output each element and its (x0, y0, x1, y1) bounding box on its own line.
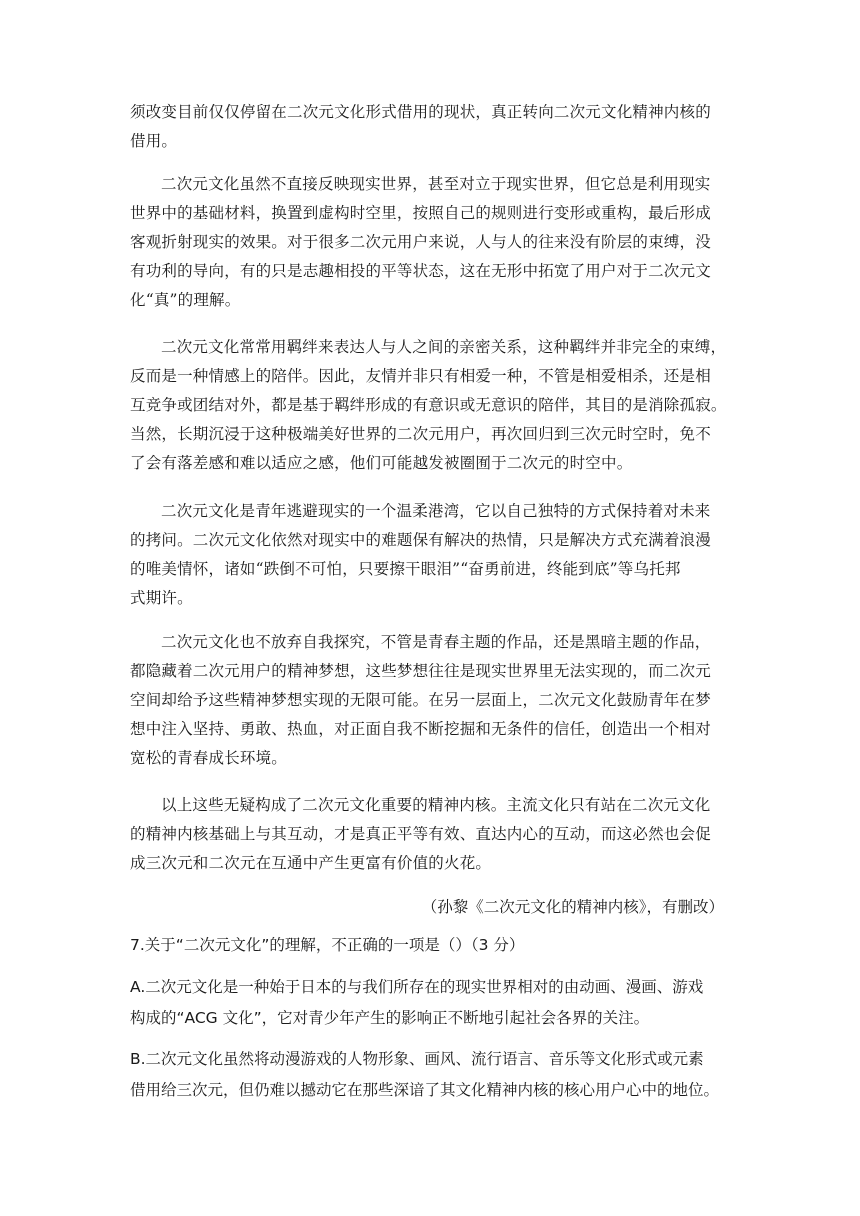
source-attribution: （孙黎《二次元文化的精神内核》，有删改） (421, 898, 724, 916)
option-line: B.二次元文化虽然将动漫游戏的人物形象、画风、流行语言、音乐等文化形式或元素 (130, 1050, 704, 1068)
paragraph-conclusion (130, 791, 730, 878)
text-line: 二次元文化虽然不直接反映现实世界，甚至对立于现实世界，但它总是利用现实 (161, 175, 711, 193)
text-line: 宽松的青春成长环境。 (130, 749, 288, 767)
text-line: 了会有落差感和难以适应之感，他们可能越发被圈囿于二次元的时空中。 (130, 454, 633, 472)
text-line: 反而是一种情感上的陪伴。因此，友情并非只有相爱一种，不管是相爱相杀，还是相 (130, 367, 711, 385)
text-line: 互竞争或团结对外，都是基于羁绊形成的有意识或无意识的陪伴，其目的是消除孤寂。 (130, 396, 727, 414)
option-a (130, 972, 740, 1034)
paragraph-self-exploration (130, 628, 730, 773)
text-line: 式期许。 (130, 589, 193, 607)
question-7 (130, 930, 740, 961)
question-stem: 7.关于“二次元文化”的理解，不正确的一项是（）（3 分） (130, 936, 525, 954)
text-line: 有功利的导向，有的只是志趣相投的平等状态，这在无形中拓宽了用户对于二次元文 (130, 262, 711, 280)
text-line: 客观折射现实的效果。对于很多二次元用户来说，人与人的往来没有阶层的束缚，没 (130, 233, 711, 251)
text-line: 二次元文化常常用羁绊来表达人与人之间的亲密关系，这种羁绊并非完全的束缚， (161, 338, 727, 356)
text-line: 化“真”的理解。 (130, 291, 241, 309)
text-line: 借用。 (130, 132, 178, 150)
paragraph-bond (130, 333, 730, 478)
text-line: 二次元文化是青年逃避现实的一个温柔港湾，它以自己独特的方式保持着对未来 (161, 502, 711, 520)
option-line: 构成的“ACG 文化”，它对青少年产生的影响正不断地引起社会各界的关注。 (130, 1009, 650, 1027)
text-line: 的唯美情怀，诸如“跌倒不可怕，只要擦干眼泪”“奋勇前进，终能到底”等乌托邦 (130, 560, 681, 578)
text-line: 空间却给予这些精神梦想实现的无限可能。在另一层面上，二次元文化鼓励青年在梦 (130, 691, 711, 709)
text-line: 以上这些无疑构成了二次元文化重要的精神内核。主流文化只有站在二次元文化 (161, 796, 711, 814)
paragraph-escape-harbor (130, 497, 730, 613)
text-line: 想中注入坚持、勇敢、热血，对正面自我不断挖掘和无条件的信任，创造出一个相对 (130, 720, 711, 738)
text-line: 成三次元和二次元在互通中产生更富有价值的火花。 (130, 854, 492, 872)
paragraph-reality-reflection (130, 170, 730, 315)
option-line: A.二次元文化是一种始于日本的与我们所存在的现实世界相对的由动画、漫画、游戏 (130, 978, 704, 996)
text-line: 的拷问。二次元文化依然对现实中的难题保有解决的热情，只是解决方式充满着浪漫 (130, 531, 711, 549)
text-line: 当然，长期沉浸于这种极端美好世界的二次元用户，再次回归到三次元时空时，免不 (130, 425, 711, 443)
text-line: 世界中的基础材料，换置到虚构时空里，按照自己的规则进行变形或重构，最后形成 (130, 204, 711, 222)
text-line: 都隐藏着二次元用户的精神梦想，这些梦想往往是现实世界里无法实现的，而二次元 (130, 662, 711, 680)
paragraph-continuation (130, 98, 730, 156)
text-line: 须改变目前仅仅停留在二次元文化形式借用的现状，真正转向二次元文化精神内核的 (130, 103, 711, 121)
option-line: 借用给三次元，但仍难以撼动它在那些深谙了其文化精神内核的核心用户心中的地位。 (130, 1081, 720, 1099)
option-b (130, 1044, 740, 1106)
text-line: 的精神内核基础上与其互动，才是真正平等有效、直达内心的互动，而这必然也会促 (130, 825, 711, 843)
text-line: 二次元文化也不放弃自我探究，不管是青春主题的作品，还是黑暗主题的作品， (161, 633, 711, 651)
